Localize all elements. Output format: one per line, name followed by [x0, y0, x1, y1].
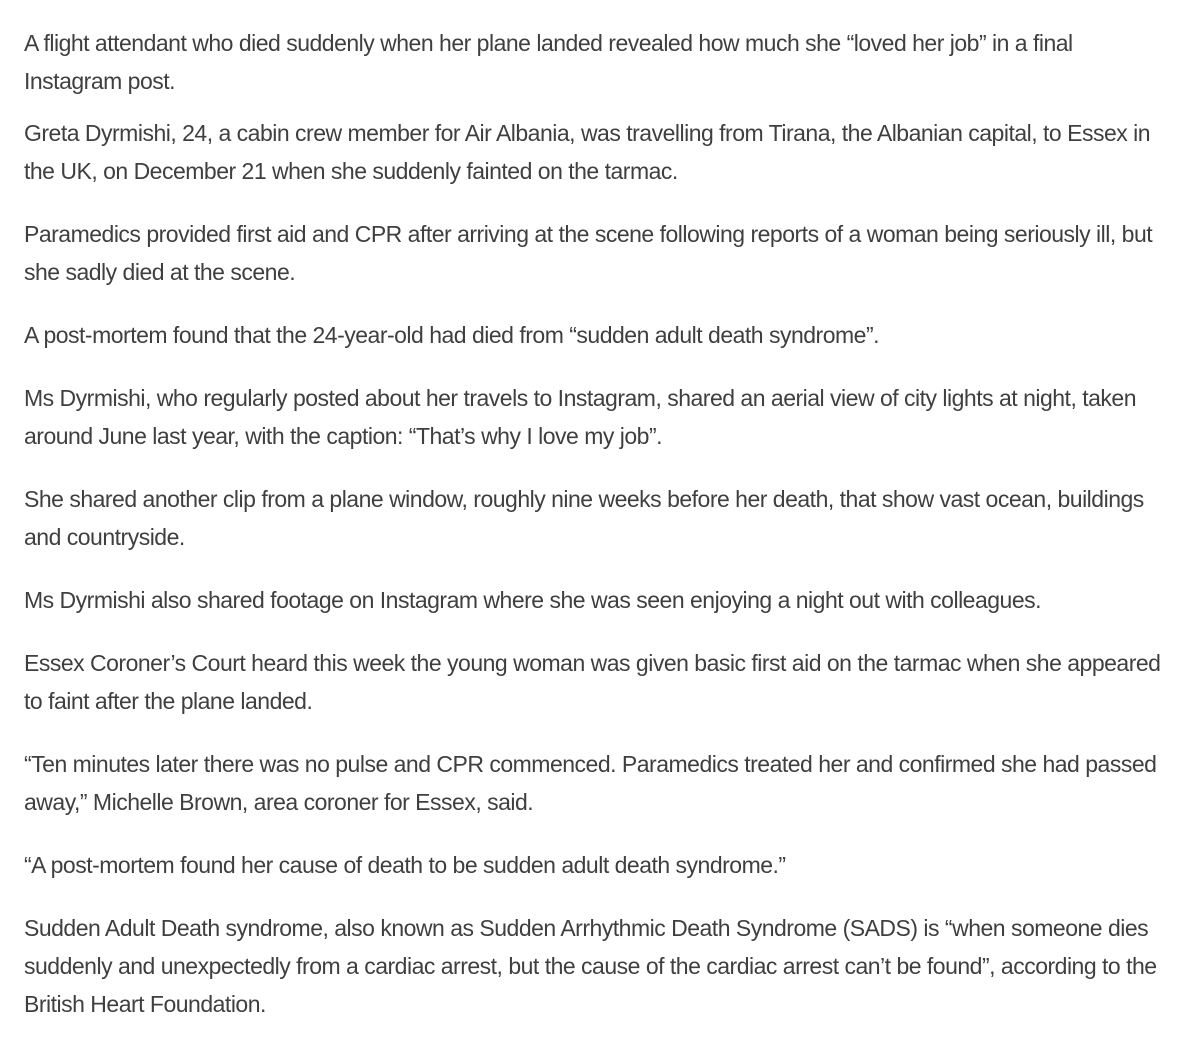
article-paragraph-6: She shared another clip from a plane window, roughly nine weeks before her death, that show vast ocean, buildings and countryside.: [24, 486, 1144, 550]
article-paragraph-2: Greta Dyrmishi, 24, a cabin crew member for Air Albania, was travelling from Tirana, the Albanian capital, to Essex in the UK, on December 21 when she suddenly fainted on the tarmac.: [24, 120, 1151, 184]
article-paragraph-11: Sudden Adult Death syndrome, also known as Sudden Arrhythmic Death Syndrome (SADS) is “when someone dies suddenly and unexpectedly from a cardiac arrest, but the cause of the cardiac arrest can’t be found”, according to the British Heart Foundation.: [24, 915, 1157, 1017]
article-paragraph-7: Ms Dyrmishi also shared footage on Instagram where she was seen enjoying a night out with colleagues.: [24, 587, 1042, 613]
article-paragraph-5: Ms Dyrmishi, who regularly posted about her travels to Instagram, shared an aerial view of city lights at night, taken around June last year, with the caption: “That’s why I love my job”.: [24, 385, 1136, 449]
article-paragraph-1: A flight attendant who died suddenly when her plane landed revealed how much she “loved her job” in a final Instagram post.: [24, 30, 1073, 94]
article-paragraph-9: “Ten minutes later there was no pulse and CPR commenced. Paramedics treated her and confirmed she had passed away,” Michelle Brown, area coroner for Essex, said.: [24, 751, 1157, 815]
article-paragraph-8: Essex Coroner’s Court heard this week the young woman was given basic first aid on the tarmac when she appeared to faint after the plane landed.: [24, 650, 1161, 714]
article-paragraph-10: “A post-mortem found her cause of death to be sudden adult death syndrome.”: [24, 852, 786, 878]
article-paragraph-4: A post-mortem found that the 24-year-old had died from “sudden adult death syndrome”.: [24, 322, 880, 348]
article-paragraph-3: Paramedics provided first aid and CPR after arriving at the scene following reports of a woman being seriously ill, but she sadly died at the scene.: [24, 221, 1153, 285]
